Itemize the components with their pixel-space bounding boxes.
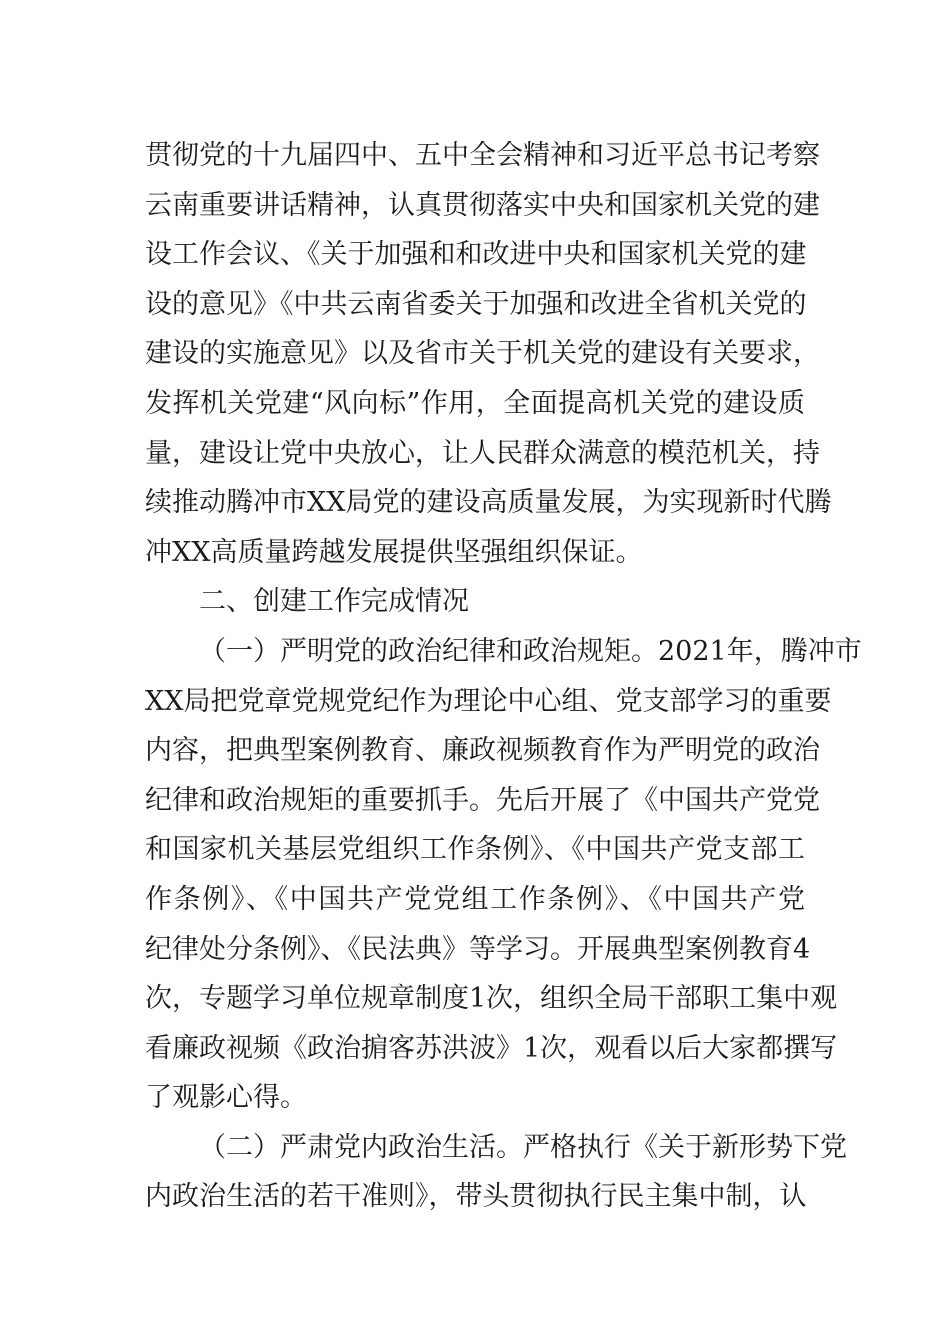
text-line: 纪律和政治规矩的重要抓手。先后开展了《中国共产党党 <box>145 784 820 816</box>
text-line: 量，建设让党中央放心，让人民群众满意的模范机关，持 <box>145 437 820 469</box>
text-line: 设工作会议、《关于加强和和改进中央和国家机关党的建 <box>145 239 807 271</box>
text-line: 贯彻党的十九届四中、五中全会精神和习近平总书记考察 <box>145 140 820 171</box>
text-line: 纪律处分条例》、《民法典》等学习。开展典型案例教育4 <box>145 933 811 965</box>
text-line: 建设的实施意见》以及省市关于机关党的建设有关要求， <box>145 338 820 370</box>
document-body <box>145 131 862 1222</box>
text-line: 内政治生活的若干准则》，带头贯彻执行民主集中制，认 <box>145 1181 807 1213</box>
text-line: 内容，把典型案例教育、廉政视频教育作为严明党的政治 <box>145 735 820 767</box>
text-line: 二、创建工作完成情况 <box>199 586 469 618</box>
text-line: 次，专题学习单位规章制度1次，组织全局干部职工集中观 <box>145 983 838 1015</box>
text-line: 和国家机关基层党组织工作条例》、《中国共产党支部工 <box>145 834 805 866</box>
text-line: 冲XX高质量跨越发展提供坚强组织保证。 <box>145 536 643 568</box>
text-line: 了观影心得。 <box>145 1082 307 1114</box>
text-line: （一）严明党的政治纪律和政治规矩。2021年，腾冲市 <box>199 635 862 667</box>
text-line: 作条例》、《中国共产党党组工作条例》、《中国共产党 <box>145 883 805 915</box>
text-line: （二）严肃党内政治生活。严格执行《关于新形势下党 <box>199 1131 847 1163</box>
text-line: 设的意见》《中共云南省委关于加强和改进全省机关党的 <box>145 288 807 320</box>
text-line: 看廉政视频《政治掮客苏洪波》1次，观看以后大家都撰写 <box>145 1032 838 1064</box>
text-line: 续推动腾冲市XX局党的建设高质量发展，为实现新时代腾 <box>145 487 832 519</box>
text-line: 云南重要讲话精神，认真贯彻落实中央和国家机关党的建 <box>145 189 820 221</box>
text-line: 发挥机关党建“风向标”作用，全面提高机关党的建设质 <box>145 387 805 419</box>
text-line: XX局把党章党规党纪作为理论中心组、党支部学习的重要 <box>145 685 832 717</box>
